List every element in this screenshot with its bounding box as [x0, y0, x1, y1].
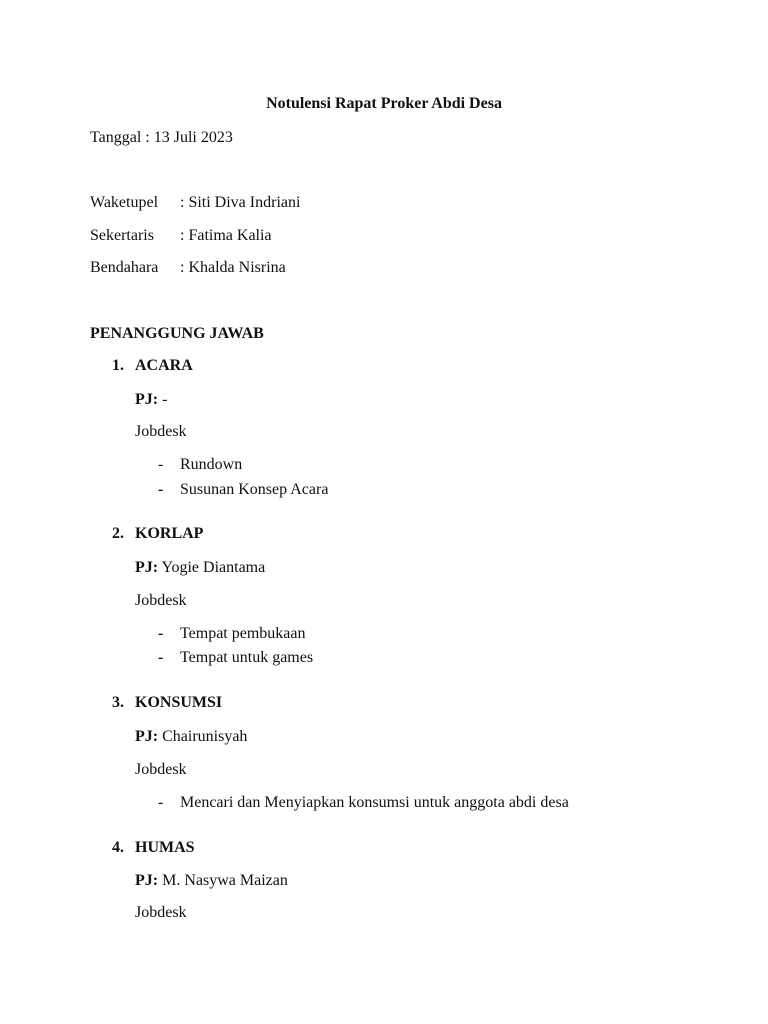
officer-role-bendahara: Bendahara [90, 259, 159, 276]
pj-value: Yogie Diantama [158, 559, 266, 576]
item-name-konsumsi: KONSUMSI [135, 694, 223, 711]
officer-value-bendahara: : Khalda Nisrina [180, 259, 286, 276]
item-number: 1. [112, 357, 124, 374]
bullet-dash: - [158, 456, 164, 473]
jobdesk-item: Mencari dan Menyiapkan konsumsi untuk anggota abdi desa [180, 794, 569, 811]
pj-value: Chairunisyah [158, 728, 248, 745]
officer-role-waketupel: Waketupel [90, 194, 159, 211]
item-number: 4. [112, 839, 124, 856]
pj-label: PJ: [135, 872, 159, 889]
jobdesk-item: Susunan Konsep Acara [180, 481, 329, 498]
bullet-dash: - [158, 649, 164, 666]
pj-line-konsumsi [135, 727, 247, 747]
pj-label: PJ: [135, 728, 159, 745]
item-number: 2. [112, 525, 124, 542]
jobdesk-label: Jobdesk [135, 592, 187, 609]
jobdesk-label: Jobdesk [135, 423, 187, 440]
pj-line-humas [135, 871, 288, 891]
jobdesk-item: Tempat pembukaan [180, 625, 306, 642]
pj-line-acara [135, 390, 167, 410]
jobdesk-item: Rundown [180, 456, 243, 473]
officer-role-sekertaris: Sekertaris [90, 227, 154, 244]
officer-value-sekertaris: : Fatima Kalia [180, 227, 272, 244]
item-name-acara: ACARA [135, 357, 193, 374]
pj-label: PJ: [135, 559, 159, 576]
jobdesk-label: Jobdesk [135, 904, 187, 921]
pj-value: - [158, 391, 168, 408]
pj-label: PJ: [135, 391, 159, 408]
section-heading: PENANGGUNG JAWAB [90, 325, 264, 342]
bullet-dash: - [158, 625, 164, 642]
bullet-dash: - [158, 794, 164, 811]
item-name-humas: HUMAS [135, 839, 195, 856]
pj-line-korlap [135, 558, 265, 578]
jobdesk-item: Tempat untuk games [180, 649, 314, 666]
item-name-korlap: KORLAP [135, 525, 204, 542]
officer-value-waketupel: : Siti Diva Indriani [180, 194, 301, 211]
jobdesk-label: Jobdesk [135, 761, 187, 778]
date-line: Tanggal : 13 Juli 2023 [90, 129, 233, 146]
bullet-dash: - [158, 481, 164, 498]
item-number: 3. [112, 694, 124, 711]
pj-value: M. Nasywa Maizan [158, 872, 288, 889]
document-title: Notulensi Rapat Proker Abdi Desa [266, 95, 502, 112]
